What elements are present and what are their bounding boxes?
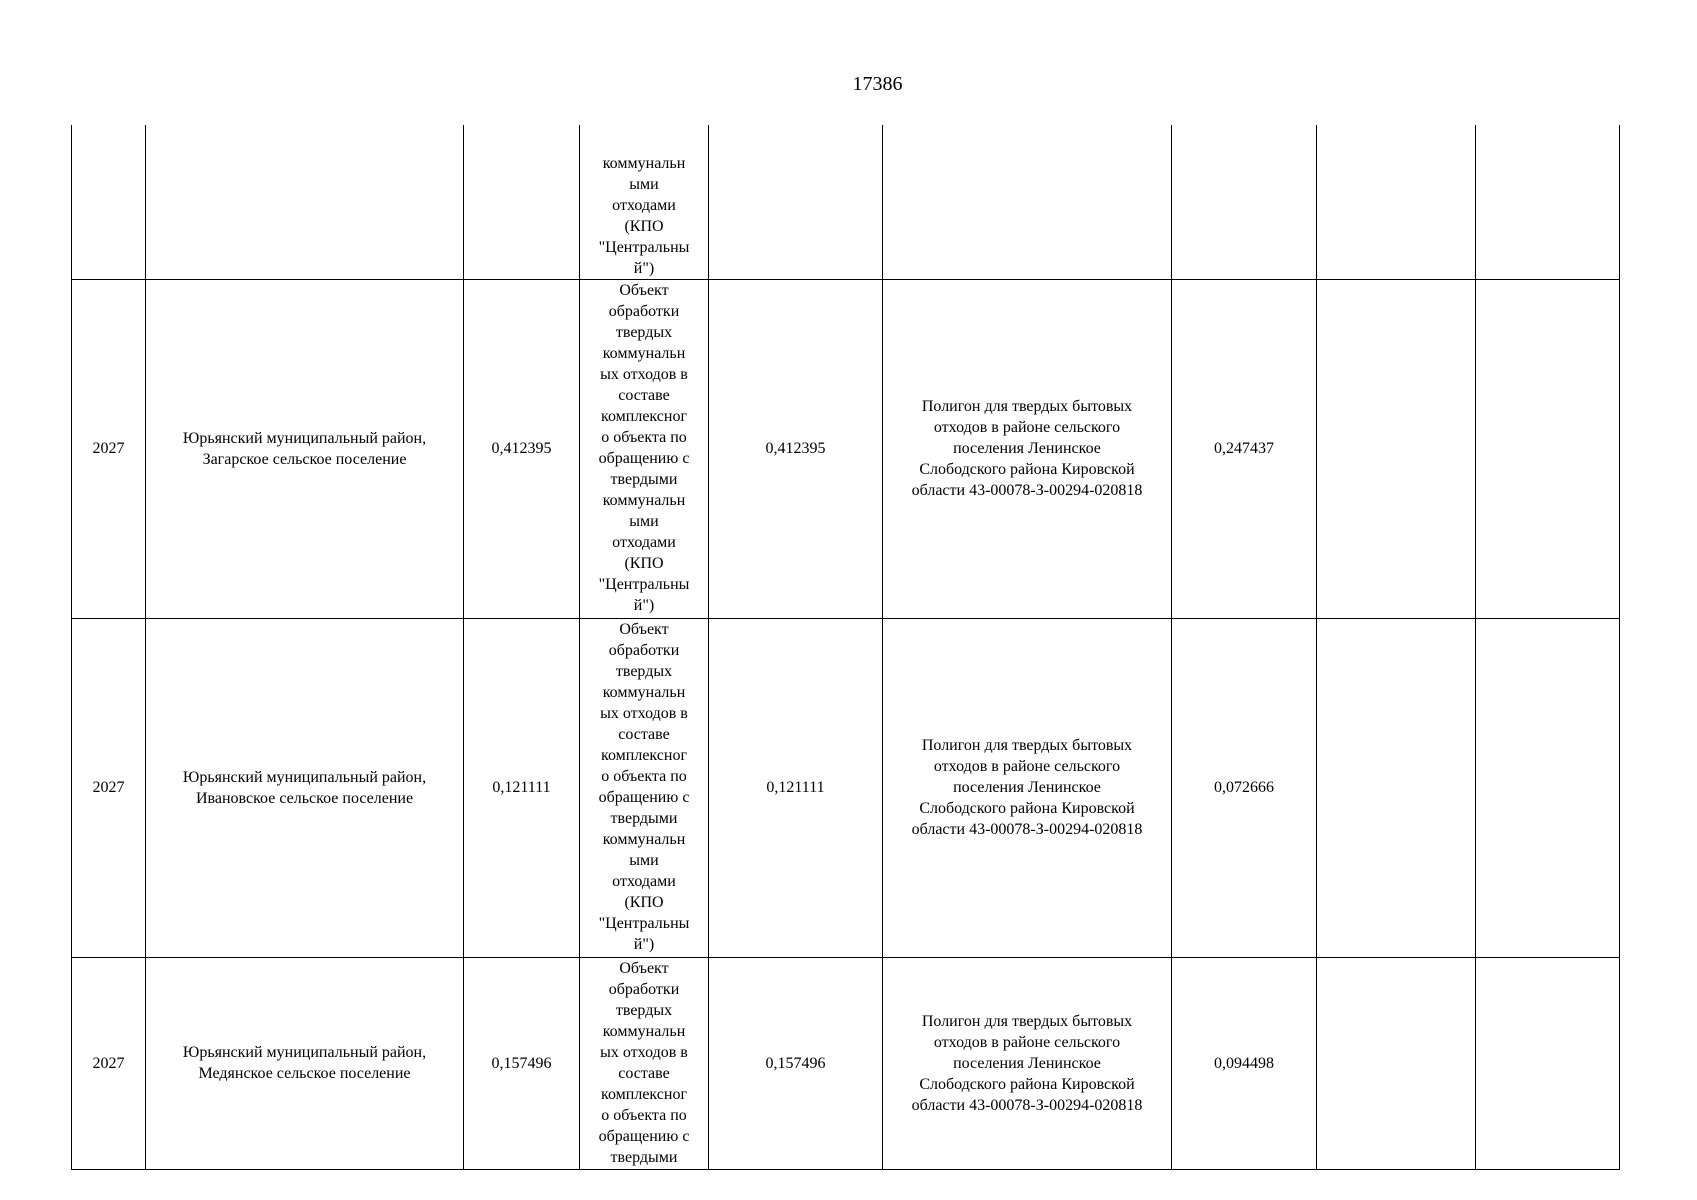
table-row xyxy=(72,618,1620,957)
cell-value1: 0,412395 xyxy=(464,279,580,618)
district-line: Юрьянский муниципальный район, xyxy=(182,768,427,786)
table-row xyxy=(72,279,1620,618)
facility-line: й") xyxy=(633,935,655,953)
facility-line: "Центральны xyxy=(598,914,690,932)
landfill-line: области 43-00078-З-00294-020818 xyxy=(911,482,1143,499)
cell-value2 xyxy=(709,125,883,279)
facility-line: обращению с xyxy=(598,449,690,467)
facility-line: й") xyxy=(633,596,655,614)
landfill-line: Полигон для твердых бытовых xyxy=(921,398,1133,415)
district-line: Загарское сельское поселение xyxy=(202,450,407,468)
facility-line: коммунальн xyxy=(602,683,686,701)
cell-district xyxy=(146,957,464,1169)
cell-landfill xyxy=(883,957,1172,1169)
facility-line: о объекта по xyxy=(601,428,687,446)
facility-line: твердых xyxy=(615,323,673,341)
landfill-line: области 43-00078-З-00294-020818 xyxy=(911,821,1143,838)
facility-line: обработки xyxy=(608,302,680,320)
facility-line: Объект xyxy=(619,281,669,299)
facility-line: (КПО xyxy=(624,554,664,572)
cell-value3: 0,247437 xyxy=(1172,279,1317,618)
cell-facility xyxy=(580,125,709,279)
facility-line: обработки xyxy=(608,641,680,659)
cell-landfill xyxy=(883,618,1172,957)
facility-line: Объект xyxy=(619,959,669,977)
landfill-line: поселения Ленинское xyxy=(953,440,1101,457)
facility-line: ыми xyxy=(629,512,659,530)
facility-line: коммунальн xyxy=(602,1022,686,1040)
facility-line: ых отходов в xyxy=(600,704,688,722)
cell-empty xyxy=(1476,125,1620,279)
cell-empty xyxy=(1317,279,1476,618)
cell-value1: 0,121111 xyxy=(464,618,580,957)
facility-line: составе xyxy=(618,386,670,404)
cell-year: 2027 xyxy=(72,279,146,618)
cell-empty xyxy=(1476,618,1620,957)
cell-landfill xyxy=(883,125,1172,279)
facility-line: о объекта по xyxy=(601,1106,687,1124)
cell-value2: 0,157496 xyxy=(709,957,883,1169)
cell-district xyxy=(146,279,464,618)
cell-facility xyxy=(580,279,709,618)
cell-empty xyxy=(1317,957,1476,1169)
cell-empty xyxy=(1317,618,1476,957)
landfill-line: Слободского района Кировской xyxy=(919,461,1135,478)
cell-district xyxy=(146,618,464,957)
table-row xyxy=(72,957,1620,1169)
facility-line: твердыми xyxy=(610,809,678,827)
page-number: 17386 xyxy=(852,73,903,95)
facility-line: ыми xyxy=(629,851,659,869)
facility-line: твердыми xyxy=(610,470,678,488)
district-line: Юрьянский муниципальный район, xyxy=(182,1044,427,1061)
landfill-line: Слободского района Кировской xyxy=(919,1075,1135,1093)
facility-line: обращению с xyxy=(598,788,690,806)
landfill-line: Полигон для твердых бытовых xyxy=(921,1012,1133,1030)
cell-year: 2027 xyxy=(72,957,146,1169)
facility-line: (КПО xyxy=(624,893,664,911)
facility-line: коммунальн xyxy=(602,491,686,509)
facility-line: коммунальн xyxy=(602,830,686,848)
facility-line: составе xyxy=(618,1064,670,1082)
facility-line: обработки xyxy=(608,980,680,998)
cell-empty xyxy=(1476,957,1620,1169)
district-line: Медянское сельское поселение xyxy=(198,1065,411,1082)
facility-line: "Центральны xyxy=(598,238,690,256)
facility-line: "Центральны xyxy=(598,575,690,593)
facility-line: обращению с xyxy=(598,1127,690,1145)
facility-line: комплексног xyxy=(600,746,688,764)
landfill-line: области 43-00078-З-00294-020818 xyxy=(911,1096,1143,1114)
cell-value3 xyxy=(1172,125,1317,279)
landfill-line: отходов в районе сельского xyxy=(933,419,1121,436)
facility-line: твердых xyxy=(615,1001,673,1019)
facility-line: ых отходов в xyxy=(600,1043,688,1061)
facility-line: комплексног xyxy=(600,1085,688,1103)
facility-line: отходами xyxy=(612,196,676,214)
facility-line: (КПО xyxy=(624,217,664,235)
cell-value2: 0,121111 xyxy=(709,618,883,957)
cell-empty xyxy=(1317,125,1476,279)
cell-value1 xyxy=(464,125,580,279)
facility-line: отходами xyxy=(612,533,676,551)
cell-facility xyxy=(580,618,709,957)
landfill-line: отходов в районе сельского xyxy=(933,1033,1121,1051)
district-line: Ивановское сельское поселение xyxy=(195,789,414,807)
landfill-line: Слободского района Кировской xyxy=(919,800,1135,817)
cell-value1: 0,157496 xyxy=(464,957,580,1169)
waste-flow-table xyxy=(71,125,1620,1170)
facility-line: й") xyxy=(633,259,655,277)
landfill-line: поселения Ленинское xyxy=(953,779,1101,796)
table-row-continuation xyxy=(72,125,1620,279)
facility-line: твердыми xyxy=(610,1148,678,1166)
cell-value3: 0,094498 xyxy=(1172,957,1317,1169)
cell-year xyxy=(72,125,146,279)
facility-line: ыми xyxy=(629,175,659,193)
facility-line: твердых xyxy=(615,662,673,680)
facility-line: составе xyxy=(618,725,670,743)
cell-facility xyxy=(580,957,709,1169)
cell-district xyxy=(146,125,464,279)
district-line: Юрьянский муниципальный район, xyxy=(182,429,427,447)
cell-value2: 0,412395 xyxy=(709,279,883,618)
facility-line: ых отходов в xyxy=(600,365,688,383)
cell-landfill xyxy=(883,279,1172,618)
cell-value3: 0,072666 xyxy=(1172,618,1317,957)
facility-line: коммунальн xyxy=(602,344,686,362)
landfill-line: Полигон для твердых бытовых xyxy=(921,737,1133,754)
facility-line: о объекта по xyxy=(601,767,687,785)
landfill-line: отходов в районе сельского xyxy=(933,758,1121,775)
landfill-line: поселения Ленинское xyxy=(953,1054,1101,1072)
facility-line: отходами xyxy=(612,872,676,890)
facility-line: коммунальн xyxy=(602,154,686,172)
cell-year: 2027 xyxy=(72,618,146,957)
facility-line: Объект xyxy=(619,620,669,638)
facility-line: комплексног xyxy=(600,407,688,425)
cell-empty xyxy=(1476,279,1620,618)
